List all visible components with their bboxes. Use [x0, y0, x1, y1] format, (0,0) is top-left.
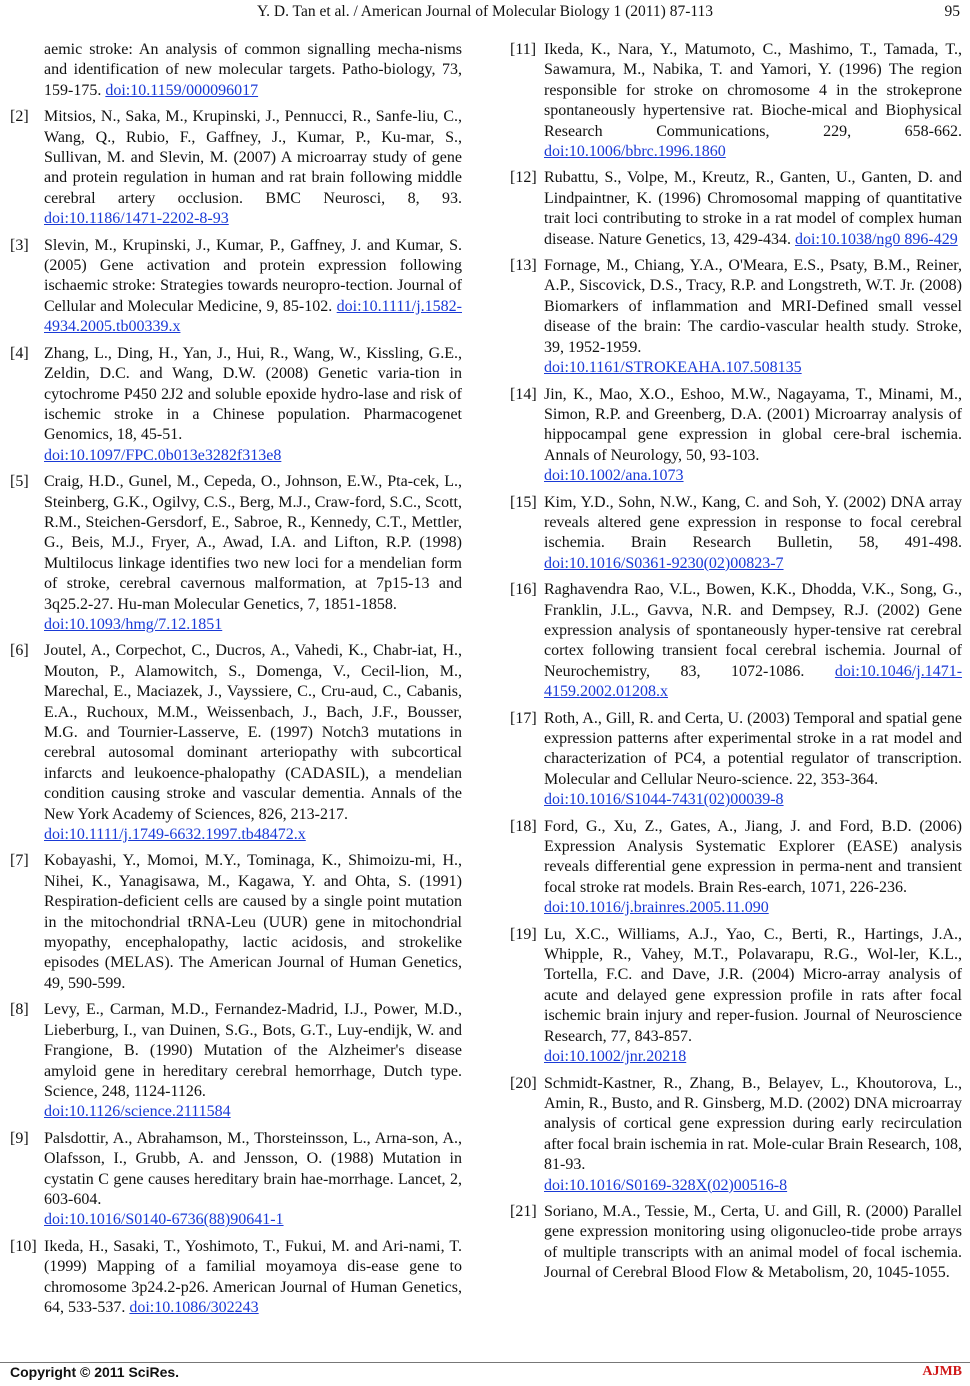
reference-entry — [10, 641, 462, 845]
doi-link[interactable]: doi:10.1016/j.brainres.2005.11.090 — [544, 899, 769, 917]
reference-entry — [510, 817, 962, 919]
doi-link[interactable]: doi:10.1086/302243 — [129, 1298, 259, 1316]
reference-entry — [510, 709, 962, 811]
doi-link[interactable]: doi:10.1093/hmg/7.12.1851 — [44, 615, 223, 633]
doi-link[interactable]: doi:10.1126/science.2111584 — [44, 1103, 231, 1121]
doi-link[interactable]: doi:10.1016/S0140-6736(88)90641-1 — [44, 1211, 284, 1229]
reference-entry — [10, 1237, 462, 1319]
reference-entry — [10, 344, 462, 466]
right-column — [510, 40, 962, 1290]
reference-text: Ford, G., Xu, Z., Gates, A., Jiang, J. and Ford, B.D. (2006) Expression Analysis Systematic Explorer (EASE) analysis reveals differential gene expression in perma-nent and transient focal stroke rat models. Brain Res-earch, 1071, 226-236. — [544, 817, 962, 896]
doi-link[interactable]: doi:10.1159/000096017 — [105, 81, 259, 99]
page-footer — [0, 1362, 970, 1384]
page-header — [0, 0, 970, 26]
reference-number: [21] — [510, 1202, 537, 1220]
reference-number: [13] — [510, 257, 537, 275]
reference-text: Craig, H.D., Gunel, M., Cepeda, O., Johnson, E.W., Pta-cek, L., Steinberg, G.K., Ogilvy, C.S., Berg, M.J., Craw-ford, S.C., Scott, R.M., Steichen-Gersdorf, E., Sabroe, R., Kennedy, C.T., Mettler, G., Beis, M.J., Fryer, A., Awad, I.A. and Lifton, R.P. (1998) Multilocus linkage identifies two new loci for a mendelian form of stroke, cerebral cavernous malformation, at 7p15-13 and 3q25.2-27. Hu-man Molecular Genetics, 7, 1851-1858. — [44, 473, 462, 613]
doi-link[interactable]: doi:10.1016/S0169-328X(02)00516-8 — [544, 1176, 788, 1194]
reference-text: Palsdottir, A., Abrahamson, M., Thorsteinsson, L., Arna-son, A., Olafsson, I., Grubb, A. and Jensson, O. (1988) Mutation in cystatin C gene causes hereditary brain hae-morrhage. Lancet, 2, 603-604. — [44, 1129, 462, 1208]
reference-number: [15] — [510, 493, 537, 511]
reference-entry — [510, 925, 962, 1068]
doi-link[interactable]: doi:10.1111/j.1749-6632.1997.tb48472.x — [44, 826, 306, 844]
reference-entry — [10, 236, 462, 338]
reference-continued — [10, 40, 462, 101]
reference-text: Roth, A., Gill, R. and Certa, U. (2003) Temporal and spatial gene expression patterns after experimental stroke in a rat model and characterization of PC4, a potential regulator of transcription. Molecular and Cellular Neuro-science. 22, 353-364. — [544, 709, 962, 788]
reference-entry — [510, 40, 962, 162]
reference-text: Schmidt-Kastner, R., Zhang, B., Belayev, L., Khoutorova, L., Amin, R., Busto, and R. Ginsberg, M.D. (2002) DNA microarray analysis of cortical gene expression during early recirculation after focal brain ischemia in rat. Mole-cular Brain Research, 108, 81-93. — [544, 1074, 962, 1174]
reference-entry — [510, 256, 962, 378]
reference-entry — [10, 851, 462, 994]
page-number: 95 — [944, 3, 960, 20]
reference-text: Jin, K., Mao, X.O., Eshoo, M.W., Nagayama, T., Minami, M., Simon, R.P. and Greenberg, D.A. (2001) Microarray analysis of hippocampal gene expression in global cere-bral ischemia. Annals of Neurology, 50, 93-103. — [544, 385, 962, 464]
reference-number: [3] — [10, 236, 29, 254]
reference-text: Soriano, M.A., Tessie, M., Certa, U. and Gill, R. (2000) Parallel gene expression monitoring using oligonucleo-tide probe arrays of multiple transcripts with an animal model of focal ischemia. Journal of Cerebral Blood Flow & Metabolism, 20, 1045-1055. — [544, 1202, 962, 1282]
reference-text: Levy, E., Carman, M.D., Fernandez-Madrid, I.J., Power, M.D., Lieberburg, I., van Duinen, S.G., Bots, G.T., Luy-endijk, W. and Frangione, B. (1990) Mutation of the Alzheimer's disease amyloid gene in hereditary cerebral hemorrhage, Dutch type. Science, 248, 1124-1126. — [44, 1001, 462, 1100]
reference-text: Kim, Y.D., Sohn, N.W., Kang, C. and Soh, Y. (2002) DNA array reveals altered gene expression in response to focal cerebral ischemia. Brain Research Bulletin, 58, 491-498. — [544, 493, 962, 552]
doi-link[interactable]: doi:10.1111/j.1582-4934.2005.tb00339.x — [44, 297, 462, 336]
doi-link[interactable]: doi:10.1038/ng0 896-429 — [795, 230, 958, 248]
reference-number: [4] — [10, 344, 29, 362]
reference-entry — [510, 168, 962, 250]
reference-entry — [510, 1202, 962, 1284]
reference-text: Fornage, M., Chiang, Y.A., O'Meara, E.S., Psaty, B.M., Reiner, A.P., Siscovick, D.S., Tracy, R.P. and Longstreth, W.T. Jr. (2008) Biomarkers of inflammation and MRI-Defined small vessel disease of the brain: The cardio-vascular health study. Stroke, 39, 1952-1959. — [544, 257, 962, 356]
reference-number: [10] — [10, 1237, 37, 1255]
reference-text: Kobayashi, Y., Momoi, M.Y., Tominaga, K., Shimoizu-mi, H., Nihei, K., Yanagisawa, M., Kagawa, Y. and Ohta, S. (1991) Respiration-deficient cells are caused by a single point mutation in the mitochondrial tRNA-Leu (UUR) gene in mitochondrial myopathy, encephalopathy, lactic acidosis, and strokelike episodes (MELAS). The American Journal of Human Genetics, 49, 590-599. — [44, 852, 462, 992]
reference-number: [5] — [10, 473, 29, 491]
reference-text: Lu, X.C., Williams, A.J., Yao, C., Berti, R., Hartings, J.A., Whipple, R., Vahey, M.T., Polavarapu, R.G., Wol-ler, K.L., Tortella, F.C. and Dave, J.R. (2004) Micro-array analysis of acute and delayed gene expression profile in rats after focal ischemic brain injury and reper-fusion. Journal of Neuroscience Research, 77, 843-857. — [544, 925, 962, 1045]
reference-number: [20] — [510, 1074, 537, 1092]
footer-divider — [0, 1362, 970, 1363]
doi-link[interactable]: doi:10.1002/jnr.20218 — [544, 1048, 687, 1066]
reference-text: Mitsios, N., Saka, M., Krupinski, J., Pennucci, R., Sanfe-liu, C., Wang, Q., Rubio, F., Gaffney, J., Kumar, P., Ku-mar, S., Sullivan, M. and Slevin, M. (2007) A microarray study of gene and protein regulation in human and rat brain following middle cerebral artery occlusion. BMC Neurosci, 8, 93. — [44, 108, 462, 207]
reference-entry — [10, 1129, 462, 1231]
reference-entry — [10, 472, 462, 635]
reference-number: [19] — [510, 925, 537, 943]
reference-number: [9] — [10, 1129, 29, 1147]
reference-text: Zhang, L., Ding, H., Yan, J., Hui, R., Wang, W., Kissling, G.E., Zeldin, D.C. and Wang, D.W. (2008) Genetic varia-tion in cytochrome P450 2J2 and soluble epoxide hydro-lase and risk of ischemic stroke in a Chinese population. Pharmacogenet Genomics, 18, 45-51. — [44, 344, 462, 444]
reference-entry — [510, 1074, 962, 1196]
reference-entry — [510, 493, 962, 575]
reference-entry — [10, 107, 462, 229]
reference-number: [12] — [510, 169, 537, 187]
reference-number: [7] — [10, 852, 29, 870]
reference-text: Joutel, A., Corpechot, C., Ducros, A., Vahedi, K., Chabr-iat, H., Mouton, P., Alamowitch, S., Domenga, V., Cecil-lion, M., Marechal, E., Maciazek, J., Vayssiere, C., Cru-aud, C., Cabanis, E.A., Ruchoux, M.M., Weissenbach, J., Bach, J.F., Bousser, M.G. and Tournier-Lasserve, E. (1997) Notch3 mutations in cerebral autosomal dominant arteriopathy with subcortical infarcts and leukoence-phalopathy (CADASIL), a mendelian condition causing stroke and vascular dementia. Annals of the New York Academy of Sciences, 826, 213-217. — [44, 642, 462, 823]
reference-number: [11] — [510, 41, 537, 58]
reference-text: Ikeda, K., Nara, Y., Matumoto, C., Mashimo, T., Tamada, T., Sawamura, M., Nabika, T. and Yamori, Y. (1996) The region responsible for stroke on chromosome 4 in the strokeprone spontaneously hypertensive rat. Bioche-mical and Biophysical Research Communications, 229, 658-662. — [544, 41, 962, 140]
doi-link[interactable]: doi:10.1097/FPC.0b013e3282f313e8 — [44, 446, 282, 464]
reference-number: [17] — [510, 709, 537, 727]
doi-link[interactable]: doi:10.1002/ana.1073 — [544, 467, 684, 485]
reference-text: Slevin, M., Krupinski, J., Kumar, P., Gaffney, J. and Kumar, S. (2005) Gene activation and protein expression following ischaemic stroke: Strategies towards neuropro-tection. Journal of Cellular and Molecular Medicine, 9, 85-102. — [44, 236, 462, 315]
doi-link[interactable]: doi:10.1186/1471-2202-8-93 — [44, 210, 229, 228]
reference-text: Ikeda, H., Sasaki, T., Yoshimoto, T., Fukui, M. and Ari-nami, T. (1999) Mapping of a familial moyamoya dis-ease gene to chromosome 3p24.2-p26. American Journal of Human Genetics, 64, 533-537. — [44, 1237, 462, 1316]
doi-link[interactable]: doi:10.1006/bbrc.1996.1860 — [544, 143, 726, 161]
doi-link[interactable]: doi:10.1046/j.1471-4159.2002.01208.x — [544, 662, 963, 701]
reference-number: [18] — [510, 817, 537, 835]
reference-entry — [510, 580, 962, 702]
journal-abbreviation: AJMB — [922, 1364, 962, 1379]
reference-text: aemic stroke: An analysis of common signalling mecha-nisms and identification of new molecular targets. Patho-biology, 73, 159-175. — [44, 41, 462, 99]
reference-number: [6] — [10, 642, 29, 660]
reference-text: Raghavendra Rao, V.L., Bowen, K.K., Dhodda, V.K., Song, G., Franklin, J.L., Gavva, N.R. and Dempsey, R.J. (2002) Gene expression analysis of spontaneously hyper-tensive rat cerebral cortex following transient focal cerebral ischemia. Journal of Neurochemistry, 83, 1072-1086. — [544, 581, 962, 680]
reference-entry — [510, 385, 962, 487]
doi-link[interactable]: doi:10.1016/S0361-9230(02)00823-7 — [544, 554, 784, 572]
reference-entry — [10, 1000, 462, 1122]
left-column — [10, 40, 462, 1324]
reference-number: [8] — [10, 1001, 29, 1019]
doi-link[interactable]: doi:10.1161/STROKEAHA.107.508135 — [544, 359, 802, 377]
reference-number: [14] — [510, 385, 537, 403]
reference-text: Rubattu, S., Volpe, M., Kreutz, R., Ganten, U., Ganten, D. and Lindpaintner, K. (1996) Chromosomal mapping of quantitative trait loci contributing to stroke in a rat model of complex human disease. Nature Genetics, 13, 429-434. — [544, 169, 962, 248]
reference-number: [16] — [510, 581, 537, 599]
reference-number: [2] — [10, 108, 29, 126]
running-head: Y. D. Tan et al. / American Journal of Molecular Biology 1 (2011) 87-113 — [256, 3, 714, 20]
doi-link[interactable]: doi:10.1016/S1044-7431(02)00039-8 — [544, 791, 784, 809]
copyright-notice: Copyright © 2011 SciRes. — [10, 1364, 180, 1380]
